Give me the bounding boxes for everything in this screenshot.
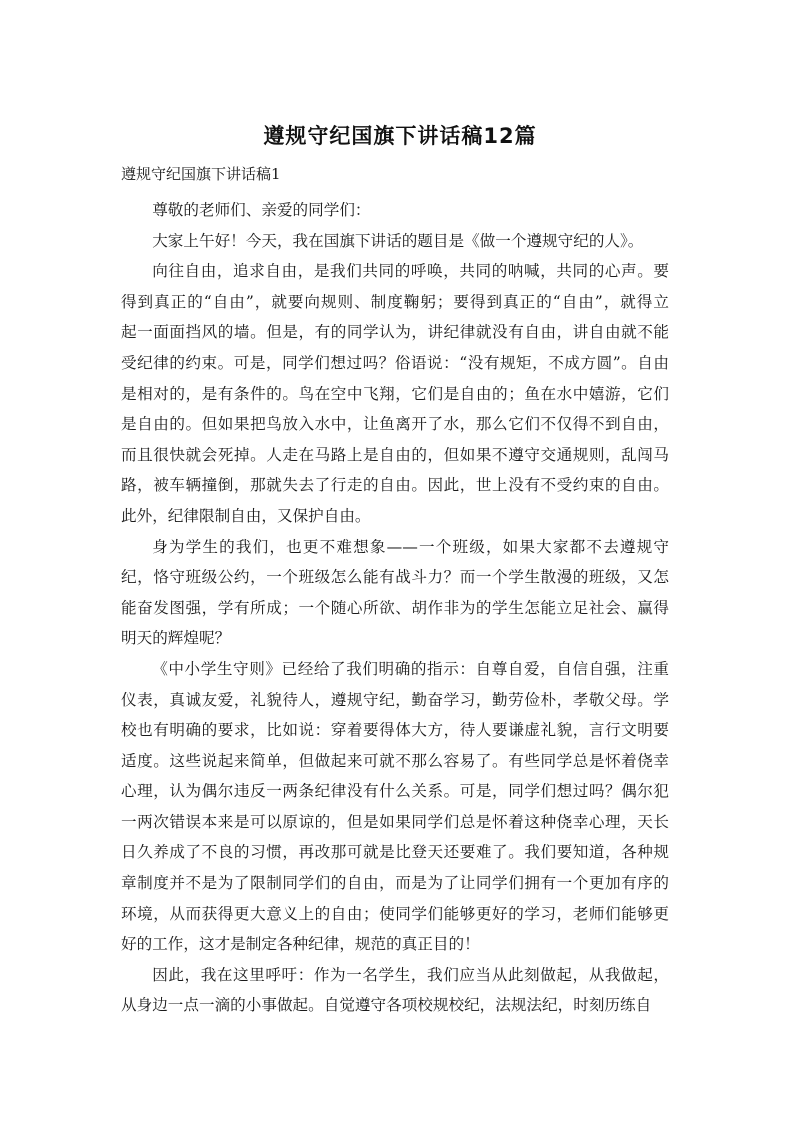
paragraph-line: 适度。这些说起来简单，但做起来可就不那么容易了。有些同学总是怀着侥幸	[121, 751, 669, 770]
paragraph-line: 《中小学生守则》已经给了我们明确的指示：自尊自爱，自信自强，注重	[152, 659, 669, 678]
paragraph-line: 心理，认为偶尔违反一两条纪律没有什么关系。可是，同学们想过吗？偶尔犯	[121, 782, 669, 801]
paragraph-line: 环境，从而获得更大意义上的自由；使同学们能够更好的学习，老师们能够更	[121, 904, 669, 923]
paragraph-line: 章制度并不是为了限制同学们的自由，而是为了让同学们拥有一个更加有序的	[121, 874, 669, 893]
paragraph-line: 向往自由，追求自由，是我们共同的呼唤，共同的呐喊，共同的心声。要	[152, 262, 669, 281]
paragraph-line: 是自由的。但如果把鸟放入水中，让鱼离开了水，那么它们不仅得不到自由，	[121, 415, 669, 434]
paragraph-line: 能奋发图强，学有所成；一个随心所欲、胡作非为的学生怎能立足社会、赢得	[121, 598, 669, 617]
body-paragraph	[121, 960, 669, 1021]
paragraph-line: 尊敬的老师们、亲爱的同学们：	[152, 201, 371, 219]
body-paragraph	[121, 532, 669, 654]
paragraph-line: 而且很快就会死掉。人走在马路上是自由的，但如果不遵守交通规则，乱闯马	[121, 445, 669, 464]
paragraph-line: 此外，纪律限制自由，又保护自由。	[121, 506, 371, 525]
paragraph-line: 受纪律的约束。可是，同学们想过吗？俗语说：“没有规矩，不成方圆”。自由	[121, 353, 669, 372]
paragraph-line: 路，被车辆撞倒，那就失去了行走的自由。因此，世上没有不受约束的自由。	[121, 476, 669, 495]
paragraph-line: 从身边一点一滴的小事做起。自觉遵守各项校规校纪，法规法纪，时刻历练自	[121, 996, 652, 1015]
paragraph-line: 仪表，真诚友爱，礼貌待人，遵规守纪，勤奋学习，勤劳俭朴，孝敬父母。学	[121, 690, 669, 709]
document-subtitle: 遵规守纪国旗下讲话稿1	[121, 165, 281, 183]
paragraph-line: 因此，我在这里呼吁：作为一名学生，我们应当从此刻做起，从我做起，	[152, 965, 669, 984]
body-paragraph	[121, 256, 669, 531]
paragraph-line: 起一面面挡风的墙。但是，有的同学认为，讲纪律就没有自由，讲自由就不能	[121, 323, 669, 342]
paragraph-line: 校也有明确的要求，比如说：穿着要得体大方，待人要谦虚礼貌，言行文明要	[121, 721, 669, 740]
paragraph-line: 大家上午好！今天，我在国旗下讲话的题目是《做一个遵规守纪的人》。	[152, 231, 644, 250]
paragraph-line: 纪，恪守班级公约，一个班级怎么能有战斗力？而一个学生散漫的班级，又怎	[121, 568, 669, 587]
paragraph-line: 日久养成了不良的习惯，再改那可就是比登天还要难了。我们要知道，各种规	[121, 843, 669, 862]
paragraph-line: 好的工作，这才是制定各种纪律，规范的真正目的！	[121, 935, 480, 954]
document-body	[121, 195, 669, 1021]
body-paragraph	[121, 654, 669, 960]
paragraph-line: 一两次错误本来是可以原谅的，但是如果同学们总是怀着这种侥幸心理，天长	[121, 812, 669, 831]
paragraph-line: 明天的辉煌呢？	[121, 629, 231, 648]
document-title: 遵规守纪国旗下讲话稿12篇	[263, 124, 537, 148]
paragraph-line: 得到真正的“自由”，就要向规则、制度鞠躬；要得到真正的“自由”，就得立	[121, 292, 669, 311]
body-paragraph	[121, 195, 669, 226]
paragraph-line: 是相对的，是有条件的。鸟在空中飞翔，它们是自由的；鱼在水中嬉游，它们	[121, 384, 669, 403]
paragraph-line: 身为学生的我们，也更不难想象——一个班级，如果大家都不去遵规守	[152, 537, 669, 556]
body-paragraph	[121, 226, 669, 257]
